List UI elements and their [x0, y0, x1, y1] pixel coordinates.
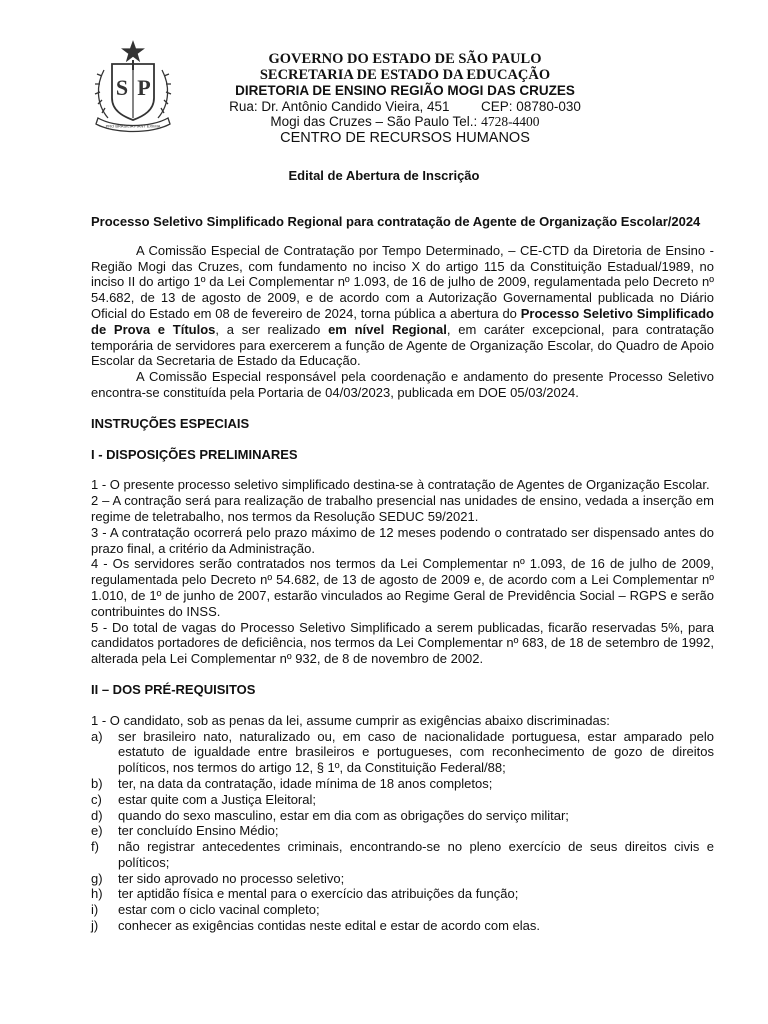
process-title: Processo Seletivo Simplificado Regional para contratação de Agente de Organização Escolar/2024 [91, 214, 701, 229]
list-item [91, 808, 714, 824]
header-directorate: DIRETORIA DE ENSINO REGIÃO MOGI DAS CRUZES [235, 83, 575, 98]
list-text: ser brasileiro nato, naturalizado ou, em caso de nacionalidade portuguesa, estar amparado pelo estatuto de igualdade entre brasileiros e portugueses, com reconhecimento de gozo de direitos políticos, nos termos do artigo 12, § 1º, da Constituição Federal/88; [118, 728, 714, 776]
section-1-item: 1 - O presente processo seletivo simplificado destina-se à contratação de Agentes de Organização Escolar. [91, 477, 710, 493]
section-1-item: 2 – A contração será para realização de trabalho presencial nas unidades de ensino, vedada a inserção em regime de teletrabalho, nos termos da Resolução SEDUC 59/2021. [91, 493, 714, 524]
list-text: conhecer as exigências contidas neste edital e estar de acordo com elas. [118, 918, 541, 934]
seal-motto: PRO BRASILIA FIANT EXIMIA [105, 123, 161, 129]
list-letter: f) [91, 839, 99, 855]
intro-paragraph-1 [91, 243, 714, 369]
intro-paragraph-2: A Comissão Especial responsável pela coordenação e andamento do presente Processo Seletivo encontra-se constituída pela Portaria de 04/03/2023, publicada em DOE 05/03/2024. [91, 369, 714, 400]
seal-letter-s: S [115, 75, 129, 100]
section-1-title: I - DISPOSIÇÕES PRELIMINARES [91, 446, 298, 462]
list-item [91, 918, 714, 934]
list-text: ter concluído Ensino Médio; [118, 823, 279, 839]
intro-text-a: A Comissão Especial de Contratação por Tempo Determinado, – CE-CTD da Diretoria de Ensino - Região Mogi das Cruzes, com fundamento no inciso X do artigo 115 da Constituição Estadual/1989, no inciso II do artigo 1º da Lei Complementar nº 1.093, de 16 de julho de 2009, regulamentada pelo Decreto nº 54.682, de 13 de agosto de 2009, e de acordo com a Autorização Governamental publicada no Diário Oficial do Estado em 08 de fevereiro de 2024, torna pública a abertura do [91, 242, 714, 321]
list-item [91, 792, 714, 808]
header-phone: 4728-4400 [481, 114, 540, 129]
letterhead [190, 52, 620, 146]
list-letter: j) [91, 918, 99, 934]
list-item [91, 776, 714, 792]
list-letter: h) [91, 886, 103, 902]
section-1-item: 5 - Do total de vagas do Processo Seletivo Simplificado a serem publicadas, ficarão reservadas 5%, para candidatos portadores de deficiência, nos termos da Lei Complementar nº 683, de 18 de setembro de 1992, alterada pela Lei Complementar nº 932, de 8 de novembro de 2002. [91, 619, 714, 667]
list-letter: c) [91, 791, 102, 807]
section-2-intro: 1 - O candidato, sob as penas da lei, assume cumprir as exigências abaixo discriminadas: [91, 712, 610, 728]
intro-text-e: , em caráter excepcional, para contratação temporária de servidores para exercerem a função de Agente de Organização Escolar, do Quadro de Apoio Escolar da Secretaria de Estado da Educação. [91, 321, 714, 369]
document-body [91, 214, 714, 934]
edital-title: Edital de Abertura de Inscrição [288, 168, 480, 183]
list-item [91, 871, 714, 887]
header-cep: CEP: 08780-030 [481, 98, 581, 114]
header-city: Mogi das Cruzes – São Paulo Tel.: [270, 114, 478, 129]
list-text: ter aptidão física e mental para o exercício das atribuições da função; [118, 886, 519, 902]
section-1-items [91, 477, 714, 667]
list-letter: i) [91, 902, 99, 918]
list-letter: d) [91, 807, 103, 823]
section-1-item: 3 - A contratação ocorrerá pelo prazo máximo de 12 meses podendo o contratado ser dispensado antes do prazo final, a critério da Administração. [91, 524, 714, 556]
header-city-line [190, 114, 620, 130]
list-text: quando do sexo masculino, estar em dia com as obrigações do serviço militar; [118, 807, 569, 823]
requirements-list [91, 729, 714, 934]
list-text: ter, na data da contratação, idade mínima de 18 anos completos; [118, 775, 493, 791]
instrucoes-title: INSTRUÇÕES ESPECIAIS [91, 415, 250, 431]
seal-letter-p: P [137, 75, 151, 100]
header-address: Rua: Dr. Antônio Candido Vieira, 451 [229, 98, 450, 114]
list-item [91, 902, 714, 918]
list-item [91, 823, 714, 839]
list-letter: g) [91, 870, 103, 886]
intro-text-d: em nível Regional [328, 321, 447, 337]
list-text: estar com o ciclo vacinal completo; [118, 902, 320, 918]
list-item [91, 729, 714, 776]
list-letter: b) [91, 775, 103, 791]
section-1-item: 4 - Os servidores serão contratados nos termos da Lei Complementar nº 1.093, de 16 de julho de 2009, regulamentada pelo Decreto nº 54.682, de 13 de agosto de 2009 e, de acordo com a Lei Complementar nº 1.010, de 1º de junho de 2007, estarão vinculados ao Regime Geral de Previdência Social – RGPS e serão contribuintes do INSS. [91, 556, 714, 619]
header-centro: CENTRO DE RECURSOS HUMANOS [280, 129, 530, 146]
list-text: estar quite com a Justiça Eleitoral; [118, 791, 316, 807]
header-secretariat: SECRETARIA DE ESTADO DA EDUCAÇÃO [259, 66, 551, 83]
list-item [91, 886, 714, 902]
intro-text-c: , a ser realizado [215, 321, 329, 337]
sao-paulo-coat-of-arms-icon [90, 40, 176, 136]
list-letter: e) [91, 823, 103, 839]
header-government: GOVERNO DO ESTADO DE SÃO PAULO [268, 51, 542, 67]
list-letter: a) [91, 728, 103, 744]
intro-text-b: Processo Seletivo Simplificado de Prova e Títulos [91, 305, 714, 337]
section-2-title: II – DOS PRÉ-REQUISITOS [91, 681, 256, 697]
header-address-line [190, 99, 620, 115]
list-text: não registrar antecedentes criminais, encontrando-se no pleno exercício de seus direitos civis e políticos; [118, 839, 714, 870]
list-item [91, 839, 714, 871]
list-text: ter sido aprovado no processo seletivo; [118, 870, 345, 886]
